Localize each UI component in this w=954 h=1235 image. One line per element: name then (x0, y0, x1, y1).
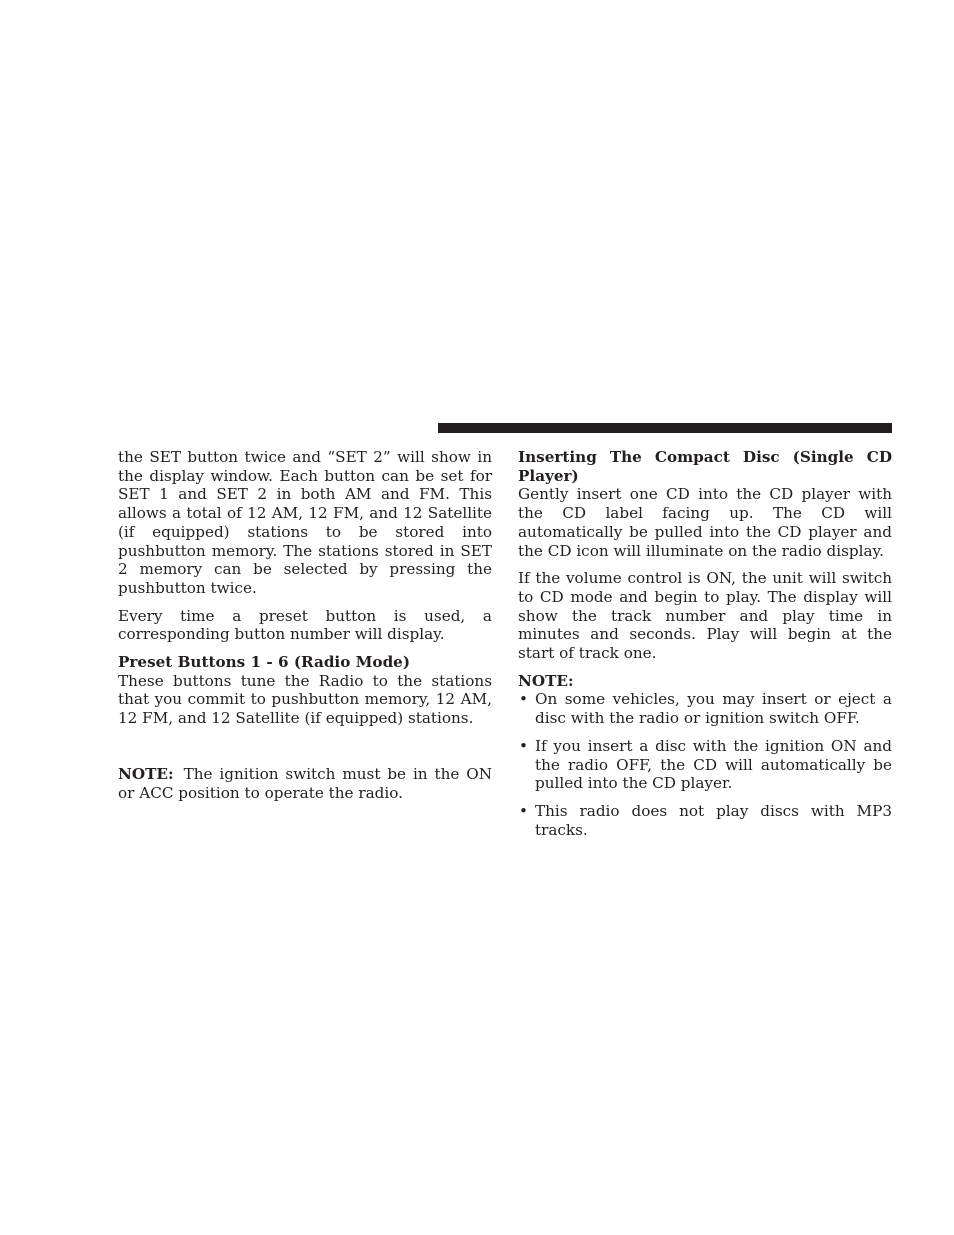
right-column (518, 448, 892, 848)
note-bullet-list (518, 690, 892, 839)
heading-preset-buttons: Preset Buttons 1 - 6 (Radio Mode) (118, 653, 411, 672)
paragraph-volume-control: If the volume control is ON, the unit will switch to CD mode and begin to play. The display will show the track number and play time in minutes and seconds. Play will begin at the start of track one. (518, 569, 892, 663)
list-item-text: If you insert a disc with the ignition ON and the radio OFF, the CD will automatically be pulled into the CD player. (535, 736, 892, 793)
bullet-icon: • (519, 690, 528, 709)
heading-inserting-cd: Inserting The Compact Disc (Single CD Player) (518, 448, 892, 485)
note-text: The ignition switch must be in the ON or ACC position to operate the radio. (118, 764, 492, 802)
note-label: NOTE: (518, 671, 574, 690)
list-item (518, 690, 892, 727)
note-ignition (118, 765, 492, 802)
paragraph-insert-cd: Gently insert one CD into the CD player with the CD label facing up. The CD will automatically be pulled into the CD player and the CD icon will illuminate on the radio display. (518, 485, 892, 560)
paragraph-preset-display: Every time a preset button is used, a corresponding button number will display. (118, 606, 492, 644)
section-header-rule (438, 423, 892, 433)
list-item (518, 737, 892, 793)
left-column (118, 448, 492, 811)
bullet-icon: • (519, 801, 528, 820)
spacer (118, 737, 492, 765)
list-item (518, 802, 892, 839)
paragraph-preset-buttons: These buttons tune the Radio to the stations that you commit to pushbutton memory, 12 AM, 12 FM, and 12 Satellite (if equipped) stations. (118, 671, 492, 728)
list-item-text: This radio does not play discs with MP3 tracks. (535, 801, 892, 839)
note-label: NOTE: (118, 764, 174, 783)
paragraph-set-buttons: the SET button twice and “SET 2” will show in the display window. Each button can be set for SET 1 and SET 2 in both AM and FM. This allows a total of 12 AM, 12 FM, and 12 Satellite (if equipped) stations to be stored into pushbutton memory. The stations stored in SET 2 memory can be selected by pressing the pushbutton twice. (118, 448, 492, 597)
bullet-icon: • (519, 736, 528, 755)
list-item-text: On some vehicles, you may insert or eject a disc with the radio or ignition switch OFF. (535, 690, 892, 728)
